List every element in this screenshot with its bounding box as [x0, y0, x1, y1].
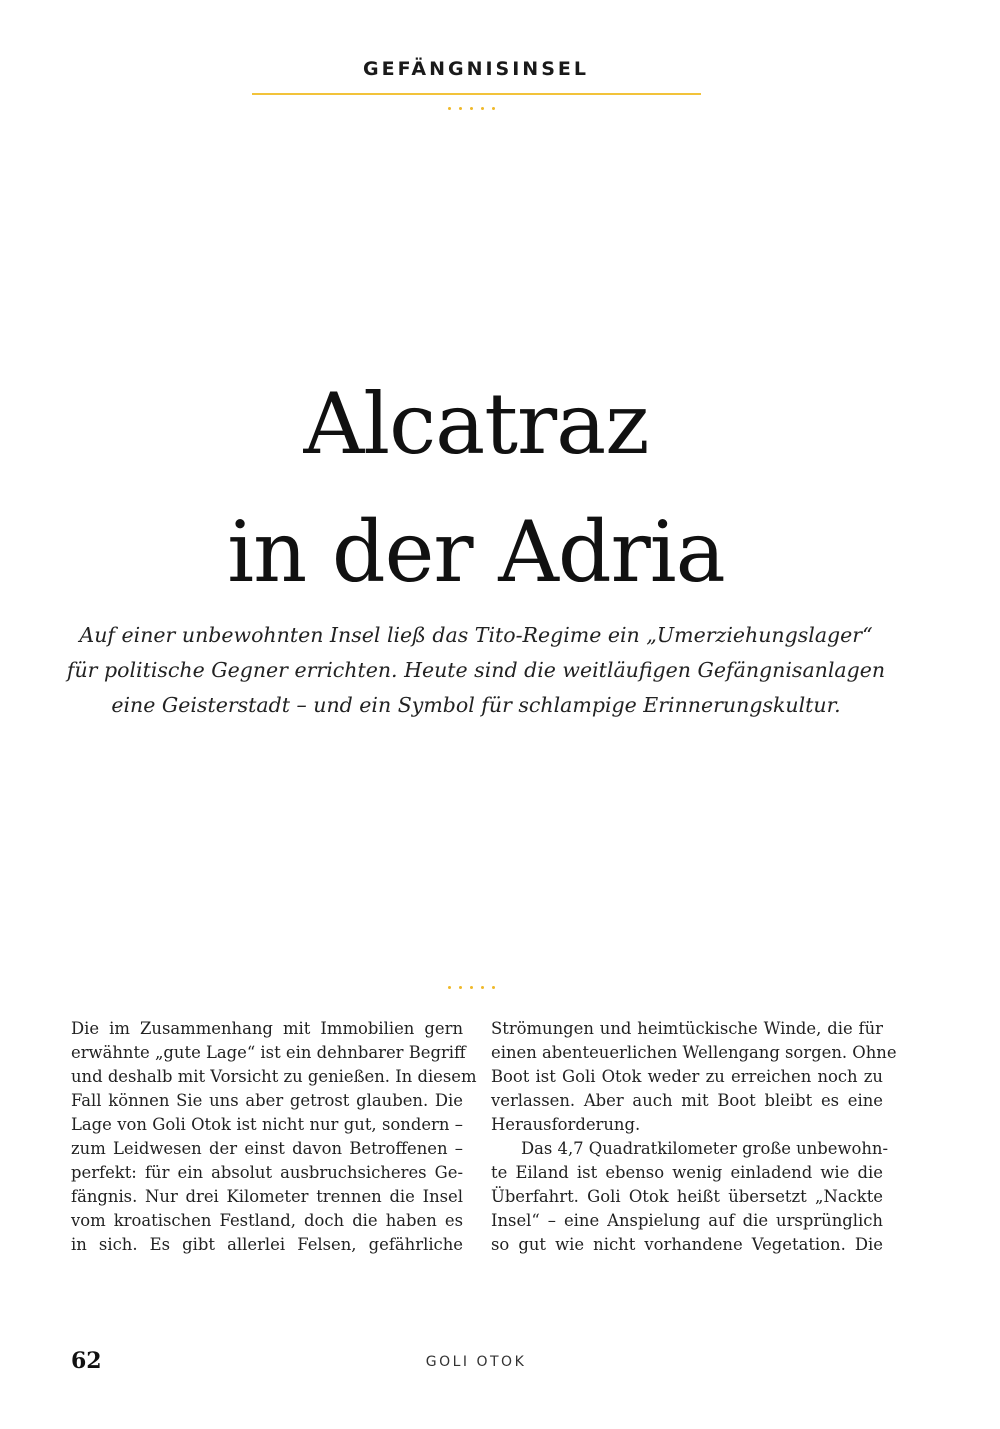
body-paragraph: [491, 1137, 889, 1257]
ornament-dots-body: [448, 984, 508, 990]
body-line: perfekt: für ein absolut ausbruchsicheres Ge-: [71, 1163, 463, 1182]
body-line: Überfahrt. Goli Otok heißt übersetzt „Nackte: [491, 1187, 883, 1206]
page-number: 62: [71, 1348, 102, 1374]
article-headline: [0, 360, 952, 616]
body-line: Das 4,7 Quadratkilometer große unbewohn-: [521, 1139, 889, 1158]
body-line: Die im Zusammenhang mit Immobilien gern: [71, 1019, 463, 1038]
body-line: einen abenteuerlichen Wellengang sorgen. Ohne: [491, 1043, 897, 1062]
body-line: vom kroatischen Festland, doch die haben es: [71, 1211, 463, 1230]
lede-line: für politische Gegner errichten. Heute sind die weitläufigen Gefängnisanlagen: [66, 658, 886, 682]
headline-line-1: Alcatraz: [303, 375, 649, 473]
body-line: so gut wie nicht vorhandene Vegetation. Die: [491, 1235, 883, 1254]
body-line: zum Leidwesen der einst davon Betroffenen –: [71, 1139, 463, 1158]
section-label: GEFÄNGNISINSEL: [363, 58, 589, 80]
body-line: Lage von Goli Otok ist nicht nur gut, sondern –: [71, 1115, 463, 1134]
body-line: Insel“ – eine Anspielung auf die ursprünglich: [491, 1211, 883, 1230]
running-footer-title: GOLI OTOK: [425, 1354, 527, 1370]
lede-line: Auf einer unbewohnten Insel ließ das Tito-Regime ein „Umerziehungslager“: [79, 623, 873, 647]
body-line: und deshalb mit Vorsicht zu genießen. In diesem: [71, 1067, 477, 1086]
body-line: Strömungen und heimtückische Winde, die für: [491, 1019, 883, 1038]
body-column-left: [71, 1017, 477, 1257]
article-lede: [60, 618, 892, 723]
body-line: in sich. Es gibt allerlei Felsen, gefährliche: [71, 1235, 463, 1254]
body-line: te Eiland ist ebenso wenig einladend wie die: [491, 1163, 883, 1182]
body-line: verlassen. Aber auch mit Boot bleibt es eine: [491, 1091, 883, 1110]
headline-line-2: in der Adria: [227, 503, 725, 601]
ornament-dots-top: [448, 105, 508, 111]
body-line: Herausforderung.: [491, 1115, 641, 1134]
body-paragraph: [491, 1017, 897, 1137]
lede-line: eine Geisterstadt – und ein Symbol für schlampige Erinnerungskultur.: [111, 693, 841, 717]
body-line: erwähnte „gute Lage“ ist ein dehnbarer Begriff: [71, 1043, 466, 1062]
header-rule: [252, 93, 701, 95]
body-line: Boot ist Goli Otok weder zu erreichen noch zu: [491, 1067, 883, 1086]
body-line: Fall können Sie uns aber getrost glauben. Die: [71, 1091, 463, 1110]
body-paragraph: [71, 1017, 477, 1257]
body-line: fängnis. Nur drei Kilometer trennen die Insel: [71, 1187, 463, 1206]
body-column-right: [491, 1017, 897, 1257]
